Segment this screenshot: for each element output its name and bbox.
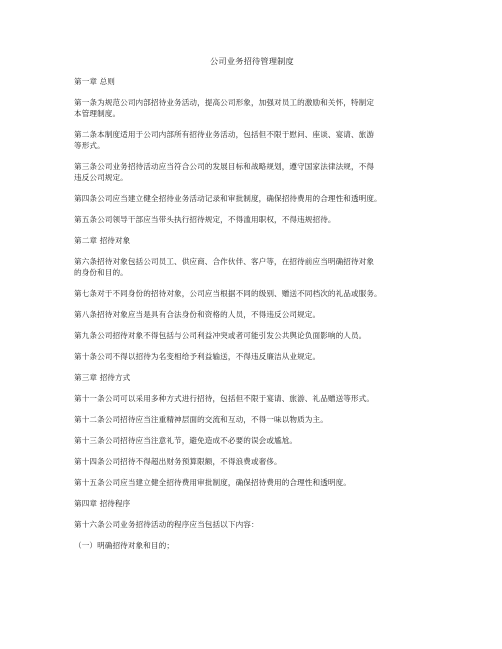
- article-7: 第七条对于不同身份的招待对象，公司应当根据不同的级别、赠送不同档次的礼品或服务。: [74, 289, 382, 298]
- article-5: 第五条公司领导干部应当带头执行招待规定，不得滥用职权，不得违规招待。: [74, 215, 336, 224]
- article-15: 第十五条公司应当建立健全招待费用审批制度，确保招待费用的合理性和透明度。: [74, 478, 351, 487]
- article-10: 第十条公司不得以招待为名变相给予利益输送，不得违反廉洁从业规定。: [74, 352, 321, 361]
- article-11: 第十一条公司可以采用多种方式进行招待，包括但不限于宴请、旅游、礼品赠送等形式。: [74, 394, 375, 403]
- chapter-3-heading: 第三章 招待方式: [74, 373, 131, 382]
- article-3: 第三条公司业务招待活动应当符合公司的发展目标和战略规划，遵守国家法律法规，不得 违反公司规定。: [74, 162, 375, 182]
- chapter-1-heading: 第一章 总则: [74, 77, 115, 86]
- article-1: 第一条为规范公司内部招待业务活动，提高公司形象，加强对员工的激励和关怀，特制定 本管理制度。: [74, 98, 375, 118]
- article-16: 第十六条公司业务招待活动的程序应当包括以下内容：: [74, 520, 259, 529]
- chapter-4-heading: 第四章 招待程序: [74, 499, 131, 508]
- article-4: 第四条公司应当建立健全招待业务活动记录和审批制度，确保招待费用的合理性和透明度。: [74, 194, 382, 203]
- article-8: 第八条招待对象应当是具有合法身份和资格的人员，不得违反公司规定。: [74, 310, 321, 319]
- chapter-2-heading: 第二章 招待对象: [74, 236, 131, 245]
- article-14: 第十四条公司招待不得超出财务预算限额，不得浪费或奢侈。: [74, 457, 282, 466]
- article-13: 第十三条公司招待应当注意礼节，避免造成不必要的误会或尴尬。: [74, 436, 298, 445]
- article-2: 第二条本制度适用于公司内部所有招待业务活动，包括但不限于慰问、座谈、宴请、旅游 等形式。: [74, 130, 375, 150]
- article-9: 第九条公司招待对象不得包括与公司利益冲突或者可能引发公共舆论负面影响的人员。: [74, 331, 367, 340]
- list-item-1: （一）明确招待对象和目的；: [74, 541, 175, 550]
- document-title: 公司业务招待管理制度: [210, 56, 294, 66]
- article-12: 第十二条公司招待应当注重精神层面的交流和互动，不得一味以物质为主。: [74, 415, 328, 424]
- article-6: 第六条招待对象包括公司员工、供应商、合作伙伴、客户等，在招待前应当明确招待对象 的身份和目的。: [74, 257, 375, 277]
